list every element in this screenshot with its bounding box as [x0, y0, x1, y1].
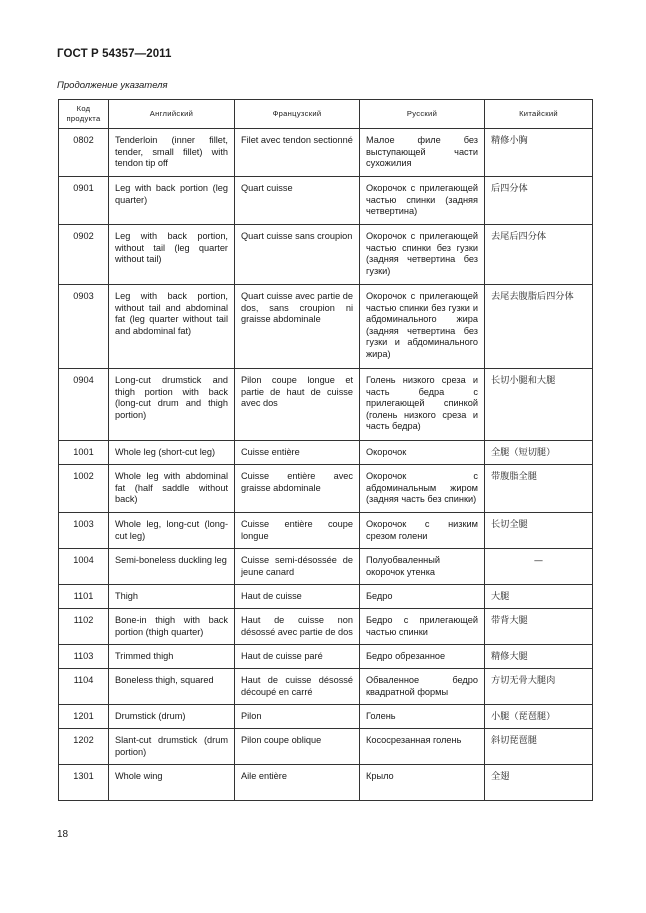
- chinese-name-cell: 精修小胸: [485, 129, 593, 177]
- product-code-cell: 1004: [59, 549, 109, 585]
- table-row: [59, 129, 593, 177]
- russian-name-cell: Окорочок с прилегающей частью спинки (задняя четвертина): [360, 177, 485, 225]
- english-name-cell: Drumstick (drum): [109, 705, 235, 729]
- english-name-cell: Tenderloin (inner fillet, tender, small fillet) with tendon tip off: [109, 129, 235, 177]
- chinese-name-cell: 带腹脂全腿: [485, 465, 593, 513]
- english-name-cell: Leg with back portion (leg quarter): [109, 177, 235, 225]
- english-name-cell: Whole leg, long-cut (long-cut leg): [109, 513, 235, 549]
- product-code-cell: 0904: [59, 369, 109, 441]
- chinese-name-cell: 全腿（短切腿）: [485, 441, 593, 465]
- chinese-name-cell: 长切全腿: [485, 513, 593, 549]
- table-body: [59, 129, 593, 801]
- chinese-name-cell: 后四分体: [485, 177, 593, 225]
- english-name-cell: Trimmed thigh: [109, 645, 235, 669]
- chinese-name-cell: 长切小腿和大腿: [485, 369, 593, 441]
- french-name-cell: Haut de cuisse désossé découpé en carré: [235, 669, 360, 705]
- russian-name-cell: Голень низкого среза и часть бедра с прилегающей спинкой (голень низкого среза и часть бедра): [360, 369, 485, 441]
- chinese-name-cell: 带背大腿: [485, 609, 593, 645]
- table-row: [59, 369, 593, 441]
- table-header-row: [59, 100, 593, 129]
- product-index-table: [58, 99, 593, 801]
- russian-name-cell: Окорочок с низким срезом голени: [360, 513, 485, 549]
- russian-name-cell: Кососрезанная голень: [360, 729, 485, 765]
- french-name-cell: Quart cuisse: [235, 177, 360, 225]
- chinese-name-cell: 小腿（琵琶腿）: [485, 705, 593, 729]
- french-name-cell: Pilon: [235, 705, 360, 729]
- french-name-cell: Haut de cuisse: [235, 585, 360, 609]
- french-name-cell: Haut de cuisse paré: [235, 645, 360, 669]
- chinese-name-cell: 大腿: [485, 585, 593, 609]
- table-row: [59, 645, 593, 669]
- table-row: [59, 585, 593, 609]
- russian-name-cell: Полуобваленный окорочок утенка: [360, 549, 485, 585]
- table-row: [59, 285, 593, 369]
- french-name-cell: Haut de cuisse non désossé avec partie de dos: [235, 609, 360, 645]
- page-number: 18: [57, 829, 69, 840]
- table-row: [59, 705, 593, 729]
- english-name-cell: Whole leg (short-cut leg): [109, 441, 235, 465]
- chinese-name-cell: 全翅: [485, 765, 593, 801]
- french-name-cell: Quart cuisse avec partie de dos, sans croupion ni graisse abdominale: [235, 285, 360, 369]
- chinese-name-cell: 去尾后四分体: [485, 225, 593, 285]
- french-name-cell: Cuisse entière avec graisse abdominale: [235, 465, 360, 513]
- product-code-cell: 0902: [59, 225, 109, 285]
- table-row: [59, 441, 593, 465]
- english-name-cell: Bone-in thigh with back portion (thigh quarter): [109, 609, 235, 645]
- russian-name-cell: Окорочок с прилегающей частью спинки без гузки (задняя четвертина без гузки): [360, 225, 485, 285]
- product-code-cell: 1101: [59, 585, 109, 609]
- standard-code: ГОСТ Р 54357—2011: [57, 48, 172, 60]
- table-row: [59, 465, 593, 513]
- product-code-cell: 1201: [59, 705, 109, 729]
- french-name-cell: Cuisse entière coupe longue: [235, 513, 360, 549]
- product-code-cell: 0802: [59, 129, 109, 177]
- product-code-cell: 1001: [59, 441, 109, 465]
- english-name-cell: Boneless thigh, squared: [109, 669, 235, 705]
- table-row: [59, 225, 593, 285]
- french-name-cell: Cuisse semi-désossée de jeune canard: [235, 549, 360, 585]
- table-row: [59, 177, 593, 225]
- english-name-cell: Long-cut drumstick and thigh portion with back (long-cut drum and thigh portion): [109, 369, 235, 441]
- product-code-cell: 1301: [59, 765, 109, 801]
- english-name-cell: Whole leg with abdominal fat (half saddle without back): [109, 465, 235, 513]
- product-code-cell: 1202: [59, 729, 109, 765]
- product-code-cell: 1104: [59, 669, 109, 705]
- french-name-cell: Cuisse entière: [235, 441, 360, 465]
- column-header-code: Код продукта: [59, 100, 109, 129]
- russian-name-cell: Окорочок с абдоминальным жиром (задняя часть без спинки): [360, 465, 485, 513]
- product-code-cell: 1003: [59, 513, 109, 549]
- english-name-cell: Whole wing: [109, 765, 235, 801]
- table-row: [59, 765, 593, 801]
- french-name-cell: Aile entière: [235, 765, 360, 801]
- column-header-chinese: Китайский: [485, 100, 593, 129]
- table-row: [59, 513, 593, 549]
- russian-name-cell: Окорочок: [360, 441, 485, 465]
- table-row: [59, 669, 593, 705]
- russian-name-cell: Голень: [360, 705, 485, 729]
- column-header-french: Французский: [235, 100, 360, 129]
- chinese-name-cell: 斜切琵琶腿: [485, 729, 593, 765]
- table-row: [59, 549, 593, 585]
- russian-name-cell: Окорочок с прилегающей частью спинки без гузки и абдоминального жира (задняя четвертина без гузки и абдоминального жира): [360, 285, 485, 369]
- index-continuation-title: Продолжение указателя: [57, 80, 168, 91]
- product-code-cell: 0901: [59, 177, 109, 225]
- russian-name-cell: Крыло: [360, 765, 485, 801]
- french-name-cell: Pilon coupe oblique: [235, 729, 360, 765]
- column-header-russian: Русский: [360, 100, 485, 129]
- french-name-cell: Pilon coupe longue et partie de haut de cuisse avec dos: [235, 369, 360, 441]
- english-name-cell: Leg with back portion, without tail (leg quarter without tail): [109, 225, 235, 285]
- english-name-cell: Thigh: [109, 585, 235, 609]
- chinese-name-cell: —: [485, 549, 593, 585]
- column-header-english: Английский: [109, 100, 235, 129]
- russian-name-cell: Обваленное бедро квадратной формы: [360, 669, 485, 705]
- table-row: [59, 609, 593, 645]
- chinese-name-cell: 方切无骨大腿肉: [485, 669, 593, 705]
- russian-name-cell: Бедро обрезанное: [360, 645, 485, 669]
- english-name-cell: Semi-boneless duckling leg: [109, 549, 235, 585]
- french-name-cell: Quart cuisse sans croupion: [235, 225, 360, 285]
- english-name-cell: Slant-cut drumstick (drum portion): [109, 729, 235, 765]
- product-code-cell: 0903: [59, 285, 109, 369]
- russian-name-cell: Бедро с прилегающей частью спинки: [360, 609, 485, 645]
- english-name-cell: Leg with back portion, without tail and abdominal fat (leg quarter without tail and abdominal fat): [109, 285, 235, 369]
- russian-name-cell: Малое филе без выступающей части сухожилия: [360, 129, 485, 177]
- french-name-cell: Filet avec tendon sectionné: [235, 129, 360, 177]
- product-code-cell: 1102: [59, 609, 109, 645]
- chinese-name-cell: 去尾去腹脂后四分体: [485, 285, 593, 369]
- product-code-cell: 1002: [59, 465, 109, 513]
- chinese-name-cell: 精修大腿: [485, 645, 593, 669]
- russian-name-cell: Бедро: [360, 585, 485, 609]
- product-code-cell: 1103: [59, 645, 109, 669]
- table-row: [59, 729, 593, 765]
